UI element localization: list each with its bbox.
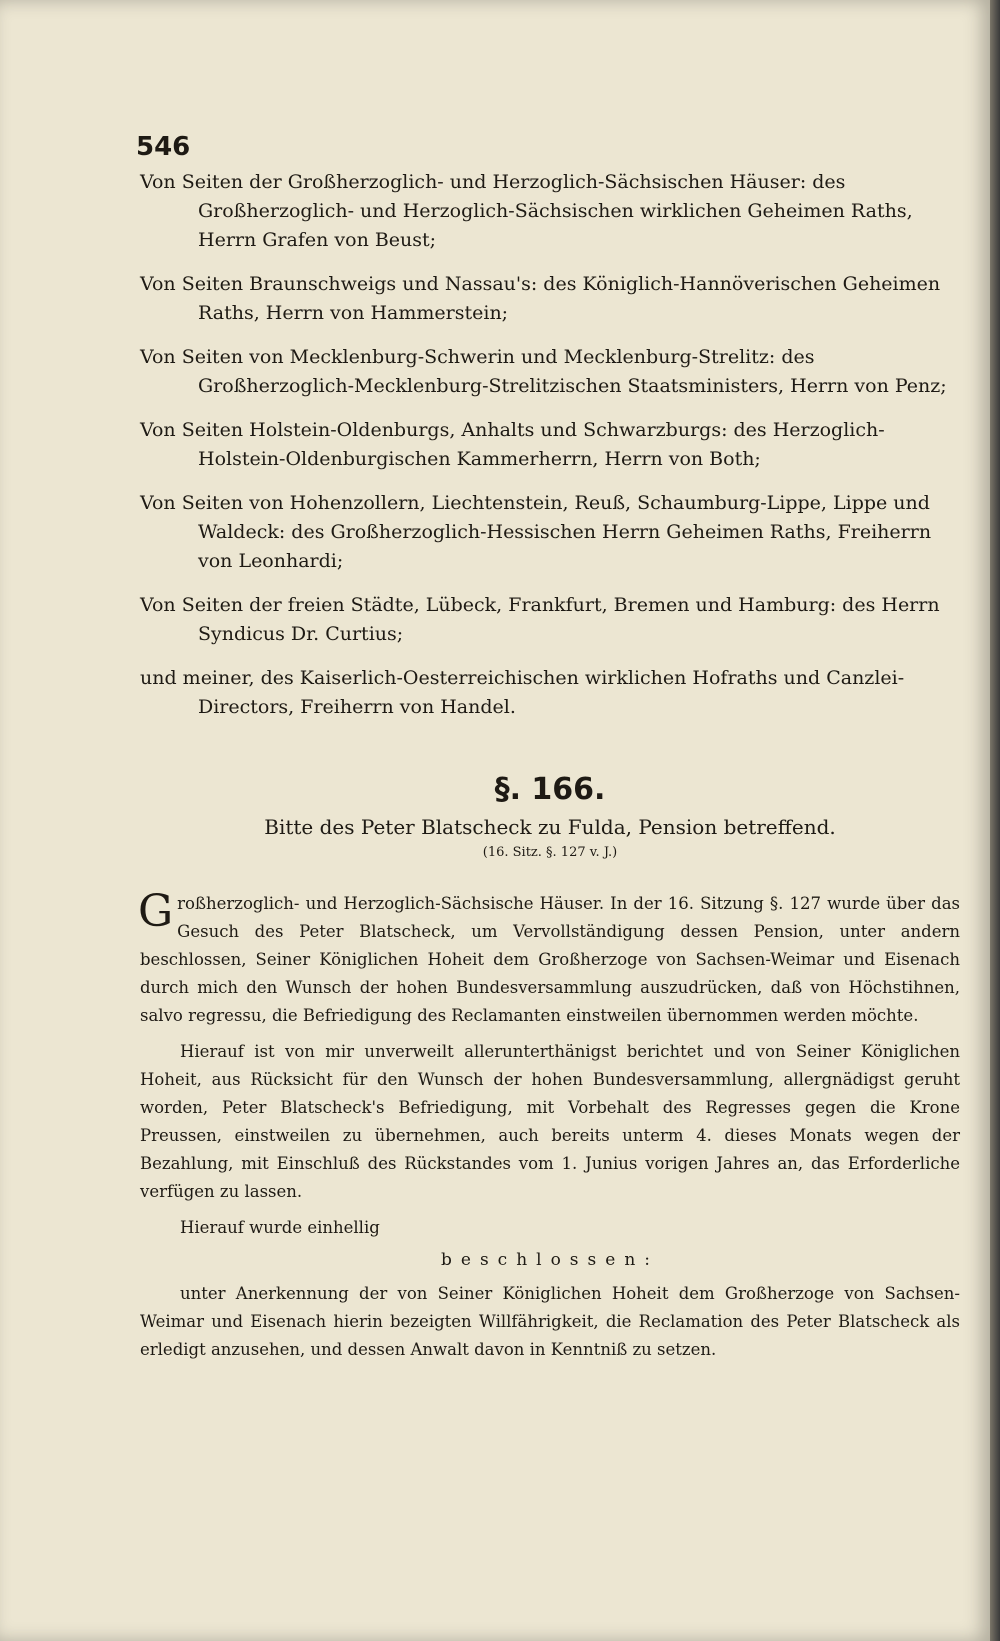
section-number: §. 166. — [494, 772, 606, 807]
body-paragraph: Hierauf ist von mir unverweilt allerunterthänigst berichtet und von Seiner Königlichen Hoheit, aus Rücksicht für den Wunsch der hohen Bundesversammlung, allergnädigst geruht worden, Peter Blatscheck's Befriedigung, mit Vorbehalt des Regresses gegen die Krone Preussen, einstweilen zu übernehmen, auch bereits unterm 4. dieses Monats wegen der Bezahlung, mit Einschluß des Rückstandes vom 1. Junius vorigen Jahres an, das Erforderliche verfügen zu lassen. — [140, 1042, 960, 1201]
delegate-entry: Von Seiten von Mecklenburg-Schwerin und Mecklenburg-Strelitz: des Großherzoglich-Mecklenburg-Strelitzischen Staatsministers, Herrn von Penz; — [140, 346, 947, 397]
resolution-text: unter Anerkennung der von Seiner Königlichen Hoheit dem Großherzoge von Sachsen-Weimar und Eisenach hierin bezeigten Willfährigkeit, die Reclamation des Peter Blatscheck als erledigt anzusehen, und dessen Anwalt davon in Kenntniß zu setzen. — [140, 1284, 960, 1359]
resolved-heading: beschlossen: — [441, 1250, 659, 1270]
delegate-entry: Von Seiten Holstein-Oldenburgs, Anhalts und Schwarzburgs: des Herzoglich-Holstein-Oldenburgischen Kammerherrn, Herrn von Both; — [140, 419, 885, 470]
delegate-entry: Von Seiten der freien Städte, Lübeck, Frankfurt, Bremen und Hamburg: des Herrn Syndicus Dr. Curtius; — [140, 594, 940, 645]
delegates-list — [140, 168, 960, 722]
section-title: Bitte des Peter Blatscheck zu Fulda, Pension betreffend. — [264, 815, 836, 839]
delegate-entry: Von Seiten Braunschweigs und Nassau's: des Königlich-Hannöverischen Geheimen Raths, Herrn von Hammerstein; — [140, 273, 941, 324]
page-number: 546 — [136, 132, 191, 162]
drop-cap: G — [138, 886, 174, 937]
page-edge — [990, 0, 1000, 1641]
section-reference: (16. Sitz. §. 127 v. J.) — [482, 845, 618, 860]
page-content — [136, 132, 960, 1364]
delegate-entry: Von Seiten der Großherzoglich- und Herzoglich-Sächsischen Häuser: des Großherzoglich- und Herzoglich-Sächsischen wirklichen Geheimen Raths, Herrn Grafen von Beust; — [140, 171, 913, 251]
body-paragraph: Großherzoglich- und Herzoglich-Sächsische Häuser. In der 16. Sitzung §. 127 wurde über das Gesuch des Peter Blatscheck, um Vervollständigung dessen Pension, unter andern beschlossen, Seiner Königlichen Hoheit dem Großherzoge von Sachsen-Weimar und Eisenach durch mich den Wunsch der hohen Bundesversammlung auszudrücken, daß von Höchstihnen, salvo regressu, die Befriedigung des Reclamanten einstweilen übernommen werden möchte. — [138, 886, 960, 1025]
delegate-entry: Von Seiten von Hohenzollern, Liechtenstein, Reuß, Schaumburg-Lippe, Lippe und Waldeck: des Großherzoglich-Hessischen Herrn Geheimen Raths, Freiherrn von Leonhardi; — [140, 492, 932, 572]
delegate-entry: und meiner, des Kaiserlich-Oesterreichischen wirklichen Hofraths und Canzlei-Directors, Freiherrn von Handel. — [140, 667, 905, 718]
body-paragraph: Hierauf wurde einhellig — [180, 1218, 380, 1237]
